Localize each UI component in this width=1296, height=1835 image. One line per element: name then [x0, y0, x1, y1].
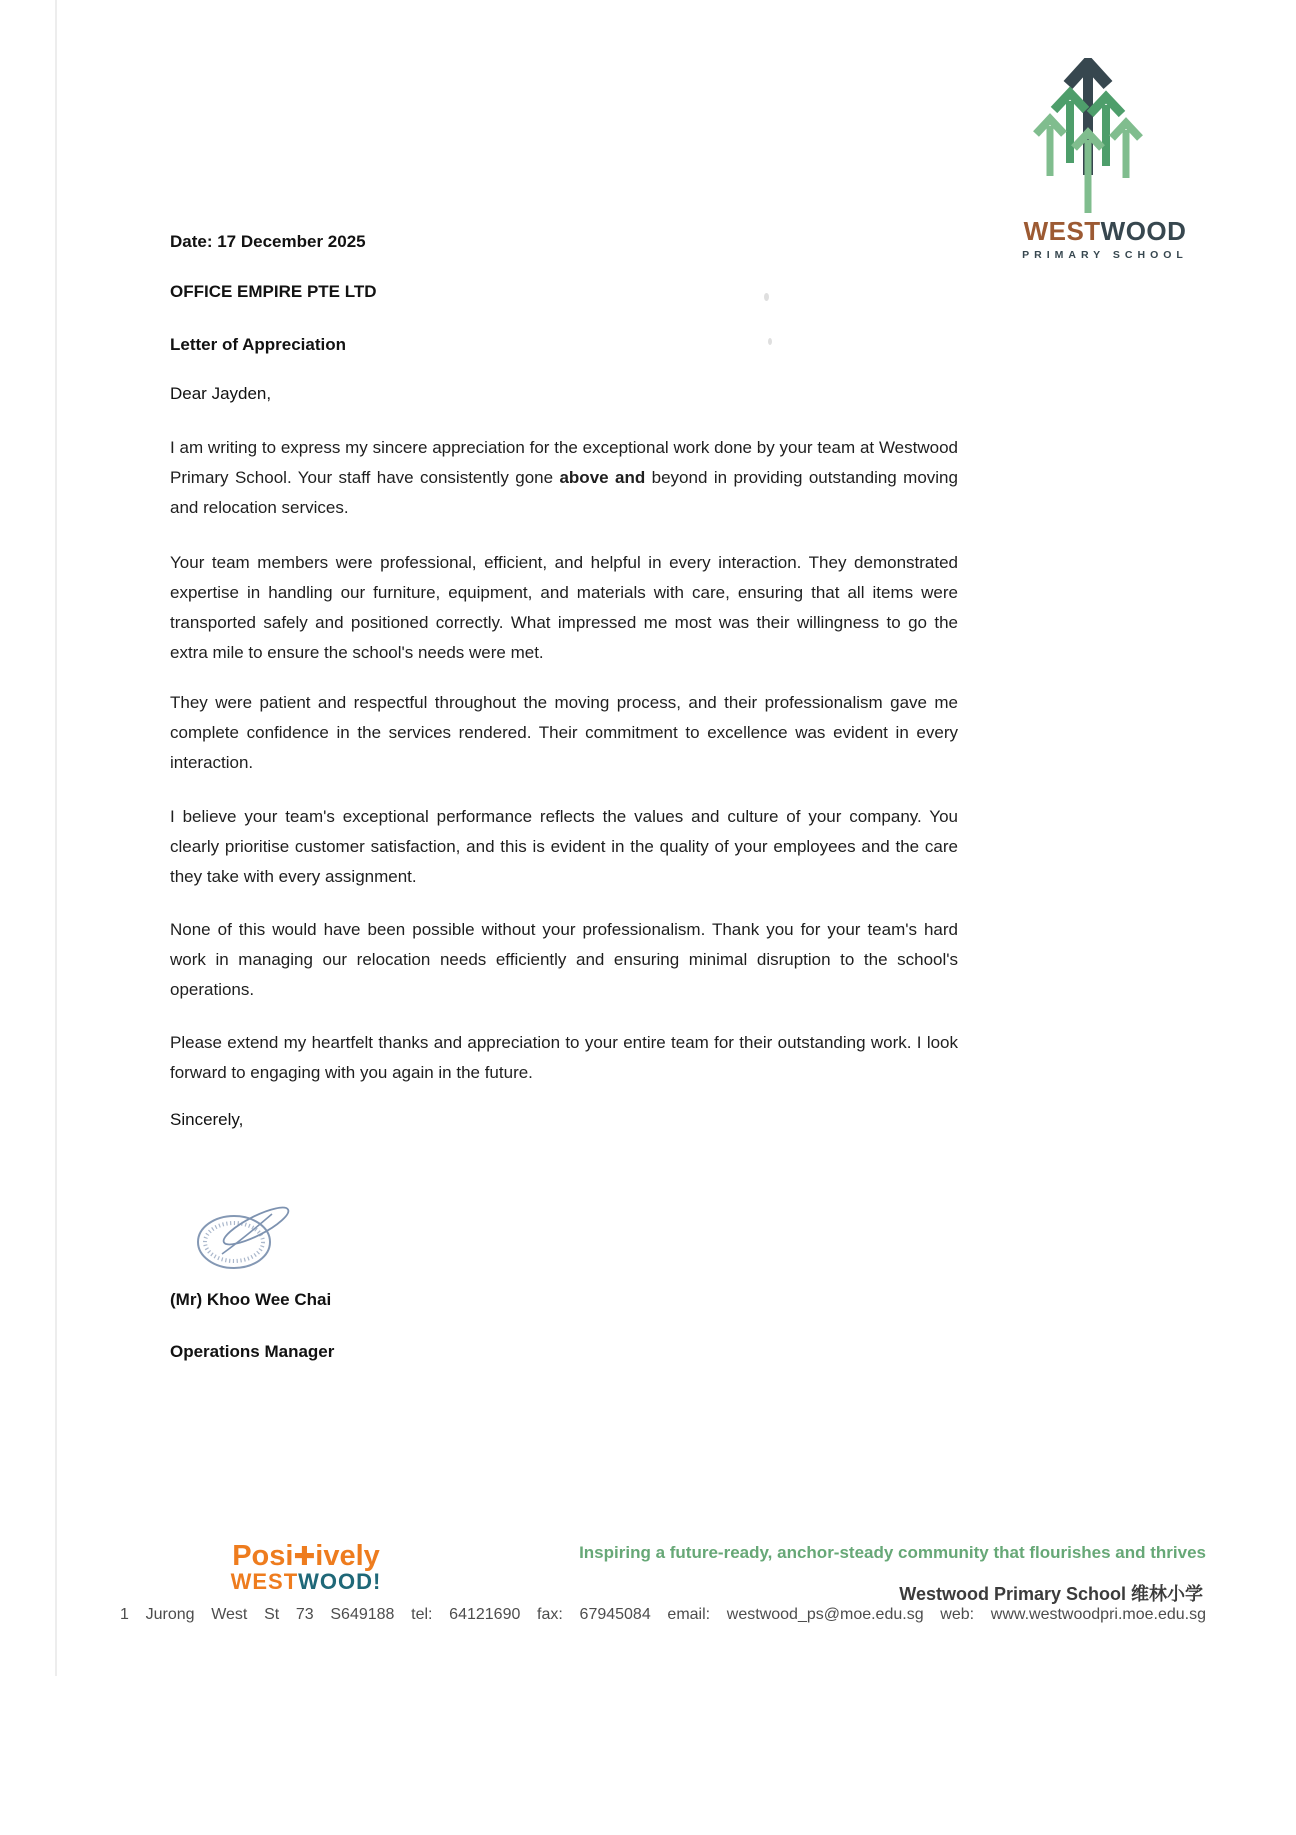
signer-name: (Mr) Khoo Wee Chai	[170, 1290, 332, 1309]
westwood-school-logo	[1000, 58, 1210, 270]
signer-title: Operations Manager	[170, 1342, 335, 1361]
tree-arrows-icon	[1000, 58, 1210, 218]
footer-west-text: WEST	[230, 1569, 299, 1594]
plus-person-icon: ✚	[293, 1541, 316, 1571]
paragraph-1-text: I am writing to express my sincere appreciation for the exceptional work done by your team at Westwood Primary School. Your staff have consistently gone	[170, 438, 958, 487]
paragraph-1-bold: above and	[559, 468, 646, 487]
logo-subtitle: PRIMARY SCHOOL	[1022, 249, 1188, 261]
paragraph-2: Your team members were professional, efficient, and helpful in every interaction. They demonstrated expertise in handling our furniture, equipment, and materials with care, ensuring that all items were transported safely and positioned correctly. What impressed me most was their willingness to go the extra mile to ensure the school's needs were met.	[170, 553, 958, 662]
logo-wordmark	[1000, 216, 1210, 247]
paragraph-6: Please extend my heartfelt thanks and appreciation to your entire team for their outstanding work. I look forward to engaging with you again in the future.	[170, 1033, 958, 1082]
footer-wood-text: WOOD!	[298, 1569, 382, 1594]
logo-west-text: WEST	[1023, 216, 1101, 246]
date-line: Date: 17 December 2025	[170, 232, 366, 251]
paragraph-4: I believe your team's exceptional performance reflects the values and culture of your company. You clearly prioritise customer satisfaction, and this is evident in the quality of your employees and the care they take with every assignment.	[170, 807, 958, 886]
paragraph-1-tail: beyond in providing outstanding moving and relocation services.	[170, 468, 958, 517]
paragraph-3: They were patient and respectful throughout the moving process, and their professionalism gave me complete confidence in the services rendered. Their commitment to excellence was evident in every interaction.	[170, 693, 958, 772]
stamp-icon	[192, 1204, 312, 1276]
paragraph-1	[170, 433, 958, 523]
westwood-exclaim-wordmark	[186, 1569, 426, 1595]
salutation: Dear Jayden,	[170, 384, 272, 403]
subject-line: Letter of Appreciation	[170, 335, 346, 354]
logo-wood-text: WOOD	[1100, 216, 1187, 246]
positively-westwood-logo	[186, 1540, 426, 1595]
footer-contact-line: 1 Jurong West St 73 S649188 tel: 64121690 fax: 67945084 email: westwood_ps@moe.edu.sg web: www.westwoodpri.moe.edu.sg	[120, 1606, 1206, 1623]
signature-stamp	[192, 1204, 312, 1281]
recipient-line: OFFICE EMPIRE PTE LTD	[170, 282, 377, 301]
positively-suffix: ively	[315, 1540, 380, 1572]
school-tagline: Inspiring a future-ready, anchor-steady community that flourishes and thrives	[579, 1543, 1206, 1562]
positively-prefix: Posi	[232, 1540, 294, 1572]
closing-line: Sincerely,	[170, 1110, 244, 1129]
scan-edge-line	[55, 0, 57, 1676]
paragraph-5: None of this would have been possible without your professionalism. Thank you for your team's hard work in managing our relocation needs efficiently and ensuring minimal disruption to the school's operations.	[170, 920, 958, 999]
footer-school-name: Westwood Primary School 维林小学	[899, 1584, 1203, 1604]
